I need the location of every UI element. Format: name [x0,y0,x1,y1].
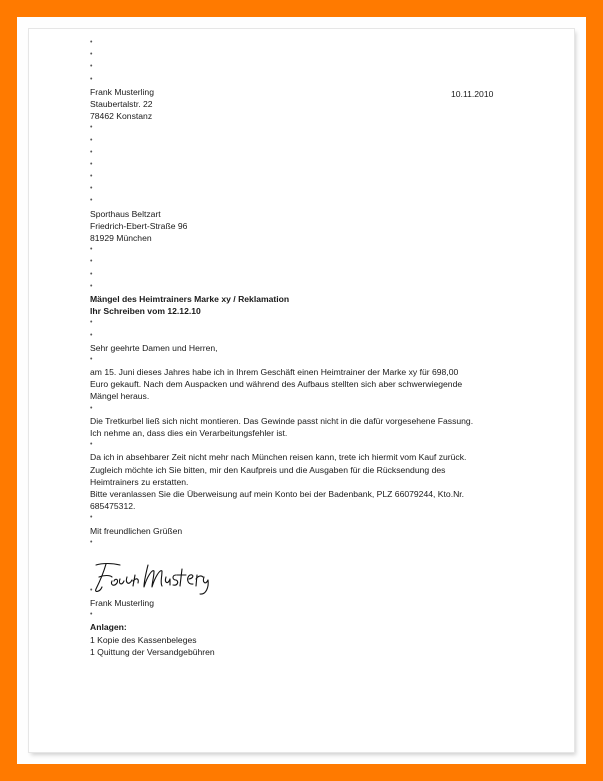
paragraph-1-line: Euro gekauft. Nach dem Auspacken und während des Aufbaus stellten sich aber schwerwiegende [90,379,463,390]
subject-line: Mängel des Heimtrainers Marke xy / Reklamation [90,293,290,304]
attachment-item: 1 Quittung der Versandgebühren [90,646,215,657]
salutation: Sehr geehrte Damen und Herren, [90,342,218,353]
paragraph-2-line: Die Tretkurbel ließ sich nicht montieren. Das Gewinde passt nicht in die dafür vorgesehene Fassung. [90,415,474,426]
empty-line-marker: • [90,355,93,363]
paragraph-1-line: Mängel heraus. [90,391,150,402]
empty-line-marker: • [90,124,93,132]
paragraph-3-line: Da ich in absehbarer Zeit nicht mehr nach München reisen kann, trete ich hiermit vom Kauf zurück. [90,452,467,463]
empty-line-marker: • [90,538,93,546]
empty-line-marker: • [90,514,93,522]
empty-line-marker: • [90,270,93,278]
signature-lettering: Frank Musterling [90,596,98,597]
empty-line-marker: • [90,586,93,594]
empty-line-marker: • [90,148,93,156]
empty-line-marker: • [90,185,93,193]
letter-date: 10.11.2010 [451,89,494,99]
recipient-street: Friedrich-Ebert-Straße 96 [90,220,188,231]
attachments-heading: Anlagen: [90,622,127,633]
empty-line-marker: • [90,331,93,339]
paragraph-3-line: Bitte veranlassen Sie die Überweisung auf mein Konto bei der Badenbank, PLZ 66079244, Kto.Nr. [90,488,465,499]
empty-line-marker: • [90,197,93,205]
empty-line-marker: • [90,75,93,83]
empty-line-marker: • [90,63,93,71]
empty-line-marker: • [90,404,93,412]
sender-city: 78462 Konstanz [90,111,153,122]
reference-line: Ihr Schreiben vom 12.12.10 [90,306,201,317]
closing: Mit freundlichen Grüßen [90,525,183,536]
empty-line-marker: • [90,173,93,181]
empty-line-marker: • [90,51,93,59]
sender-street: Staubertalstr. 22 [90,98,153,109]
recipient-company: Sporthaus Beltzart [90,208,161,219]
empty-line-marker: • [90,39,93,46]
empty-line-marker: • [90,282,93,290]
paragraph-1-line: am 15. Juni dieses Jahres habe ich in Ihrem Geschäft einen Heimtrainer der Marke xy für 698,00 [90,367,459,378]
empty-line-marker: • [90,246,93,254]
empty-line-marker: • [90,136,93,144]
empty-line-marker: • [90,441,93,449]
paragraph-3-line: 685475312. [90,501,136,512]
paragraph-2-line: Ich nehme an, dass dies ein Verarbeitungsfehler ist. [90,428,288,438]
handwritten-signature [90,559,210,597]
empty-line-marker: • [90,319,93,327]
paragraph-3-line: Heimtrainers zu erstatten. [90,476,189,487]
signatory-name: Frank Musterling [90,598,154,609]
empty-line-marker: • [90,258,93,266]
empty-line-marker: • [90,160,93,168]
recipient-city: 81929 München [90,233,152,243]
empty-line-marker: • [90,611,93,619]
sender-name: Frank Musterling [90,86,154,97]
attachment-item: 1 Kopie des Kassenbeleges [90,634,197,645]
paragraph-3-line: Zugleich möchte ich Sie bitten, mir den Kaufpreis und die Ausgaben für die Rücksendung des [90,464,446,475]
